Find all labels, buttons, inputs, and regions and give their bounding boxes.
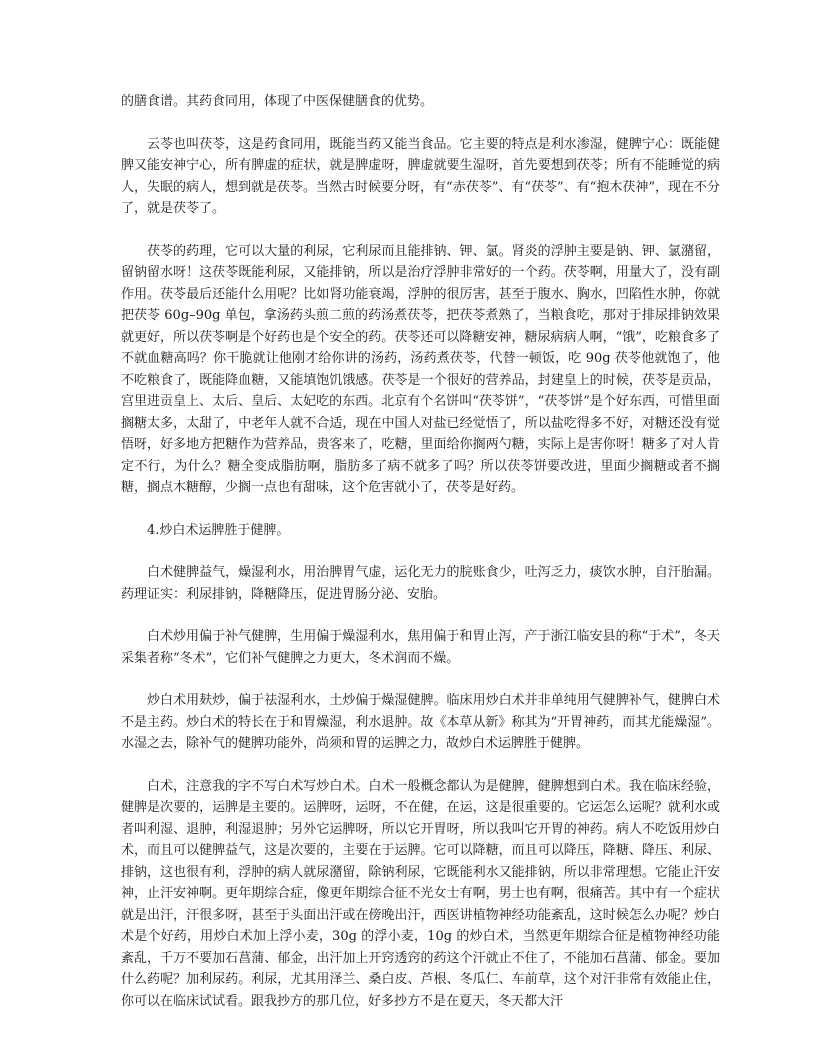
paragraph-yunling: 云苓也叫茯苓，这是药食同用，既能当药又能当食品。它主要的特点是利水渗湿，健脾宁心：既能健脾又能安神宁心，所有脾虚的症状，就是脾虚呀，脾虚就要生湿呀，首先要想到茯苓；所有不能睡觉的病人，失眠的病人，想到就是茯苓。当然古时候要分呀，有“赤茯苓”、有“茯苓”、有“抱木茯神”，现在不分了，就是茯苓了。 bbox=[121, 136, 720, 216]
paragraph-intro-fragment: 的膳食谱。其药食同用，体现了中医保健膳食的优势。 bbox=[121, 94, 434, 109]
paragraph-baizhu-processing: 白术炒用偏于补气健脾，生用偏于燥湿利水，焦用偏于和胃止泻，产于浙江临安县的称“于术”，冬天采集者称“冬术”，它们补气健脾之力更大，冬术润而不燥。 bbox=[121, 629, 720, 666]
paragraph-baizhu-clinical: 白术，注意我的字不写白术写炒白术。白术一般概念都认为是健脾，健脾想到白术。我在临床经验，健脾是次要的，运脾是主要的。运脾呀，运呀，不在健，在运，这是很重要的。它运怎么运呢？就利水或者叫利湿、退肿，利湿退肿；另外它运脾呀，所以它开胃呀，所以我叫它开胃的神药。病人不吃饭用炒白术，而且可以健脾益气，这是次要的，主要在于运脾。它可以降糖，而且可以降压，降糖、降压、利尿、排钠，这也很有利，浮肿的病人就尿潴留，除钠利尿，它既能利水又能排钠，所以非常理想。它能止汗安神，止汗安神啊。更年期综合症，像更年期综合征不光女士有啊，男士也有啊，很痛苦。其中有一个症状就是出汗，汗很多呀，甚至于头面出汗或在傍晚出汗，西医讲植物神经功能紊乱，这时候怎么办呢？炒白术是个好药，用炒白术加上浮小麦，30g 的浮小麦，10g 的炒白术，当然更年期综合征是植物神经功能紊乱，千万不要加石菖蒲、郁金，出汗加上开窍透窍的药这个汗就止不住了，不能加石菖蒲、郁金。要加什么药呢？加利尿药。利尿，尤其用泽兰、桑白皮、芦根、冬瓜仁、车前草，这个对汗非常有效能止住，你可以在临床试试看。跟我抄方的那几位，好多抄方不是在夏天，冬天都大汗 bbox=[121, 778, 720, 1009]
paragraph-chao-baizhu: 炒白术用麸炒，偏于祛湿利水，土炒偏于燥湿健脾。临床用炒白术并非单纯用气健脾补气，健脾白术不是主药。炒白术的特长在于和胃燥湿，利水退肿。故《本草从新》称其为“开胃神药，而其尤能燥湿”。水湿之去，除补气的健脾功能外，尚须和胃的运脾之力，故炒白术运脾胜于健脾。 bbox=[121, 693, 720, 751]
paragraph-fuling-pharmacology: 茯苓的药理，它可以大量的利尿，它利尿而且能排钠、钾、氯。肾炎的浮肿主要是钠、钾、氯潴留，留钠留水呀！这茯苓既能利尿，又能排钠，所以是治疗浮肿非常好的一个药。茯苓啊，用量大了，没有副作用。茯苓最后还能什么用呢？比如肾功能衰竭，浮肿的很厉害，甚至于腹水、胸水，凹陷性水肿，你就把茯苓 60g–90g 单包，拿汤药头煎二煎的药汤煮茯苓，把茯苓煮熟了，当粮食吃，那对于排尿排钠效果就更好，所以茯苓啊是个好药也是个安全的药。茯苓还可以降糖安神，糖尿病病人啊，“饿”，吃粮食多了不就血糖高吗？你干脆就让他刚才给你讲的汤药，汤药煮茯苓，代替一顿饭，吃 90g 茯苓他就饱了，他不吃粮食了，既能降血糖，又能填饱饥饿感。茯苓是一个很好的营养品，封建皇上的时候，茯苓是贡品，宫里进贡皇上、太后、皇后、太妃吃的东西。北京有个名饼叫“茯苓饼”，“茯苓饼”是个好东西，可惜里面搁糖太多，太甜了，中老年人就不合适，现在中国人对盐已经觉悟了，所以盐吃得多不好，对糖还没有觉悟呀，好多地方把糖作为营养品，贵客来了，吃糖，里面给你搁两勺糖，实际上是害你呀！糖多了对人肯定不行，为什么？糖全变成脂肪啊，脂肪多了病不就多了吗？所以茯苓饼要改进，里面少搁糖或者不搁糖，搁点木糖醇，少搁一点也有甜味，这个危害就小了，茯苓是好药。 bbox=[121, 243, 720, 495]
section-heading-baizhu: 4.炒白术运脾胜于健脾。 bbox=[147, 522, 290, 538]
paragraph-baizhu-function: 白术健脾益气，燥湿利水，用治脾胃气虚，运化无力的脘账食少，吐泻乏力，痰饮水肿，自汗胎漏。药理证实：利尿排钠，降糖降压，促进胃肠分泌、安胎。 bbox=[121, 565, 720, 602]
